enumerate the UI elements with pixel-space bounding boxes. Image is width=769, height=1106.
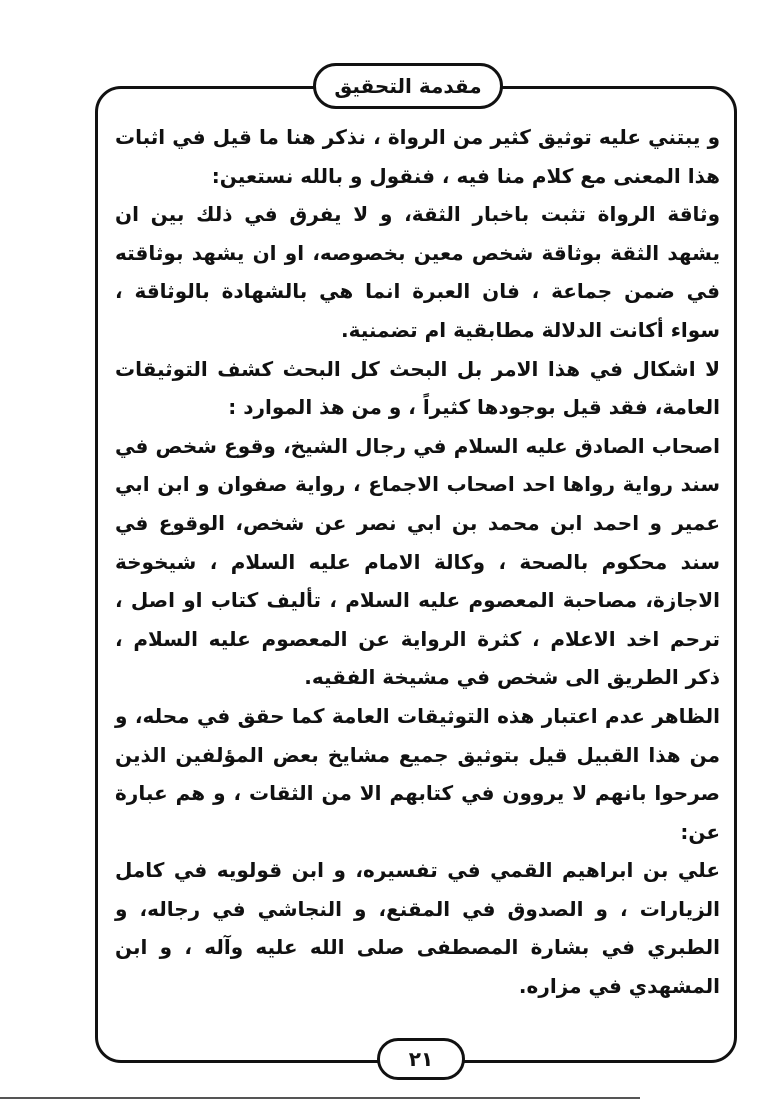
page-header (313, 63, 503, 109)
paragraph: و يبتني عليه توثيق كثير من الرواة ، نذكر هنا ما قيل في اثبات هذا المعنى مع كلام منا فيه ، فنقول و بالله نستعين: (115, 125, 720, 188)
paragraph: لا اشكال في هذا الامر بل البحث كل البحث كشف التوثيقات العامة، فقد قيل بوجودها كثيراً ، و من هذ الموارد : (115, 356, 720, 420)
page-number-badge (377, 1038, 465, 1080)
bottom-rule (0, 1097, 640, 1099)
header-title: مقدمة التحقيق (334, 74, 482, 98)
paragraph: علي بن ابراهيم القمي في تفسيره، و ابن قولويه في كامل الزيارات ، و الصدوق في المقنع، و النجاشي في رجاله، و الطبري في بشارة المصطفى صلى الله عليه وآله ، و ابن المشهدي في مزاره. (115, 858, 720, 999)
paragraph: وثاقة الرواة تثبت باخبار الثقة، و لا يفرق في ذلك بين ان يشهد الثقة بوثاقة شخص معين بخصوصه، او ان يشهد بوثاقته في ضمن جماعة ، فان العبرة انما هي بالشهادة بالوثاقة ، سواء أكانت الدلالة مطابقية ام تضمنية. (115, 202, 720, 342)
page-number: ٢١ (408, 1047, 434, 1071)
paragraph: الظاهر عدم اعتبار هذه التوثيقات العامة كما حقق في محله، و من هذا القبيل قيل بتوثيق جميع مشايخ بعض المؤلفين الذين صرحوا بانهم لا يروون في كتابهم الا من الثقات ، و هم عبارة عن: (115, 703, 720, 844)
body-text (115, 118, 720, 1006)
paragraph: اصحاب الصادق عليه السلام في رجال الشيخ، وقوع شخص في سند رواية رواها احد اصحاب الاجماع ، رواية صفوان و ابن ابي عمير و احمد ابن محمد بن ابي نصر عن شخص، الوقوع في سند محكوم بالصحة ، وكالة الامام عليه السلام ، شيخوخة الاجازة، مصاحبة المعصوم عليه السلام ، تأليف كتاب او اصل ، ترحم اخد الاعلام ، كثرة الرواية عن المعصوم عليه السلام ، ذكر الطريق الى شخص في مشيخة الفقيه. (115, 433, 720, 690)
